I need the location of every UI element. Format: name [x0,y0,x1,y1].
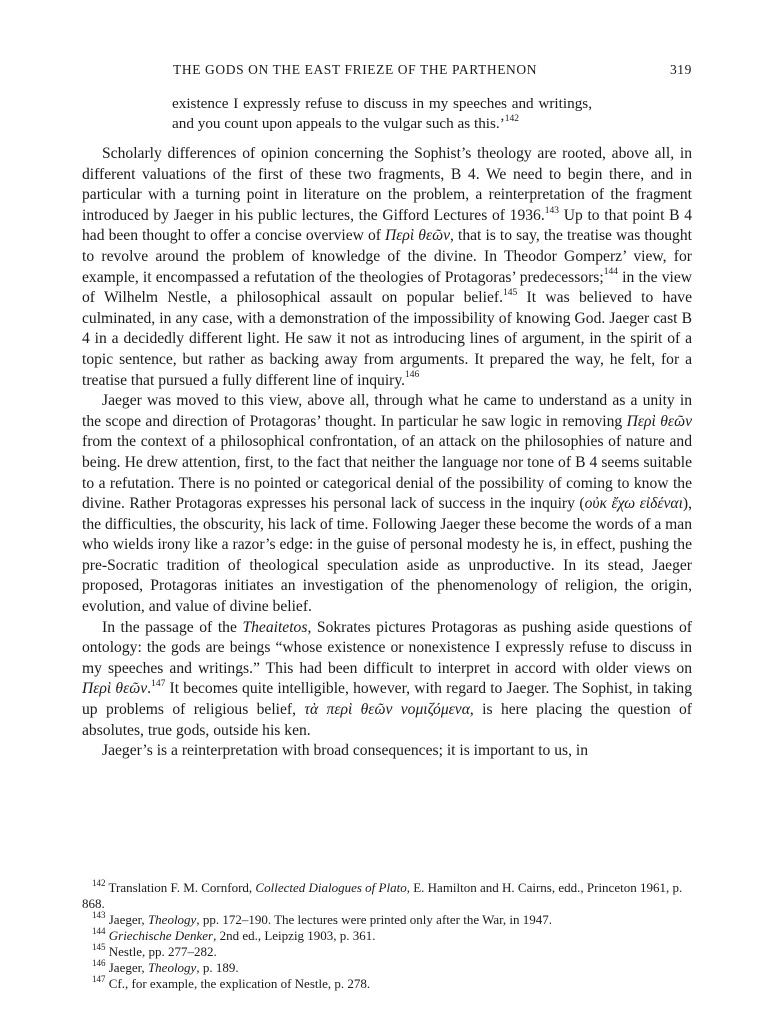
italic-text: Griechische Denker [108,928,214,943]
italic-text: Collected Dialogues of Plato [255,880,407,895]
text-run: Jaeger was moved to this view, above all, through what he came to understand as a unity in the scope and direction of Protagoras’ thought. In particular he saw logic in removing [82,392,692,430]
footnote-number: 143 [92,909,106,920]
footnote-number: 145 [92,941,106,952]
italic-text: Theology [147,960,197,975]
page-number: 319 [669,62,692,77]
block-quote-text: existence I expressly refuse to discuss in my speeches and writings, and you count upon appeals to the vulgar such as this.’ [172,95,592,132]
body-text [82,144,692,762]
text-run: in the view of Wilhelm Nestle, a philosophical assault on popular belief. [82,268,692,307]
footnote [82,957,692,976]
paragraph [82,741,692,762]
greek-text: Περὶ θεῶν [82,680,148,698]
text-run: It becomes quite intelligible, however, with regard to Jaeger. The Sophist, in taking up problems of religious belief, [82,680,692,719]
page [82,62,692,762]
footnotes [82,877,692,992]
greek-text: Περὶ θεῶν [626,412,693,430]
text-run: Translation F. M. Cornford, [105,880,256,895]
footnote-number: 147 [92,973,106,984]
text-run: Cf., for example, the explication of Nestle, p. 278. [105,976,371,991]
text-run: It was believed to have culminated, in any case, with a demonstration of the impossibility of knowing God. Jaeger cast B 4 in a decidedly different light. He saw it not as introducing lines of argument, in the spirit of a topic sentence, but rather as backing away from arguments. It prepared the way, he felt, for a treatise that pursued a fully different line of inquiry. [82,289,693,389]
paragraph [82,391,692,618]
footnote [82,909,692,928]
text-run: Jaeger, [105,912,148,927]
footnote-ref: 144 [603,267,618,278]
greek-text: Περὶ θεῶν [385,227,451,245]
footnote [82,925,692,944]
text-run: from the context of a philosophical confrontation, of an attack on the philosophies of nature and being. He drew attention, first, to the fact that neither the language nor tone of B 4 seems suitable to a refutation. There is no pointed or categorical denial of the possibility of coming to know the divine. Rather Protagoras expresses his personal lack of success in the inquiry ( [82,433,692,513]
footnote-ref: 142 [504,113,520,124]
italic-text: Theology [147,912,197,927]
footnote-ref: 147 [151,679,166,690]
text-run: , E. Hamilton and H. Cairns, edd., Princeton 1961, p. 868. [82,880,683,911]
running-title: THE GODS ON THE EAST FRIEZE OF THE PARTHENON [173,62,538,77]
footnote [82,973,692,992]
text-run: . [147,680,152,698]
text-run: , that is to say, the treatise was thought to revolve around the problem of knowledge of the divine. In Theodor Gomperz’ view, for example, it encompassed a refutation of the theologies of Protagoras’ predecessors; [82,227,692,286]
block-quote [172,94,592,134]
footnote-ref: 146 [405,370,420,381]
footnote-ref: 145 [502,287,518,298]
text-run: , is here placing the question of absolutes, true gods, outside his ken. [82,701,692,739]
text-run: Up to that point B 4 had been thought to offer a concise overview of [82,206,693,245]
italic-text: Theaitetos [242,618,308,636]
text-run: In the passage of the [102,618,243,636]
text-run: , Sokrates pictures Protagoras as pushing aside questions of ontology: the gods are beings “whose existence or nonexistence I expressly refuse to discuss in my speeches and writings.” This had been difficult to interpret in accord with older views on [82,618,692,677]
footnote [82,941,692,960]
paragraph [82,144,692,391]
footnote-number: 144 [92,925,106,936]
text-run: , pp. 172–190. The lectures were printed only after the War, in 1947. [196,912,553,927]
footnote-number: 142 [92,877,106,888]
footnote-ref: 143 [544,205,559,216]
text-run: Nestle, pp. 277–282. [105,944,217,959]
text-run: , 2nd ed., Leipzig 1903, p. 361. [213,928,376,943]
text-run: Jaeger’s is a reinterpretation with broad consequences; it is important to us, in [102,742,589,760]
text-run: ), the difficulties, the obscurity, his lack of time. Following Jaeger these become the words of a man who wields irony like a razor’s edge: in the guise of personal modesty he is, in effect, pushing the pre-Socratic tradition of theological speculation aside as unproductive. In its stead, Jaeger proposed, Protagoras initiates an investigation of the phenomenology of religion, the origin, evolution, and value of divine belief. [82,495,693,616]
text-run: , p. 189. [196,960,239,975]
paragraph [82,618,692,742]
greek-text: οὐκ ἔχω εἰδέναι [584,495,683,513]
greek-text: τὰ περὶ θεῶν νομιζόμενα [304,701,470,719]
text-run: Jaeger, [105,960,148,975]
text-run: Scholarly differences of opinion concerning the Sophist’s theology are rooted, above all, in different valuations of the first of these two fragments, B 4. We need to begin there, and in particular with a turning point in literature on the problem, a reinterpretation of the fragment introduced by Jaeger in his public lectures, the Gifford Lectures of 1936. [82,145,692,224]
footnote [82,877,692,912]
running-head [82,62,692,86]
footnote-number: 146 [92,957,106,968]
